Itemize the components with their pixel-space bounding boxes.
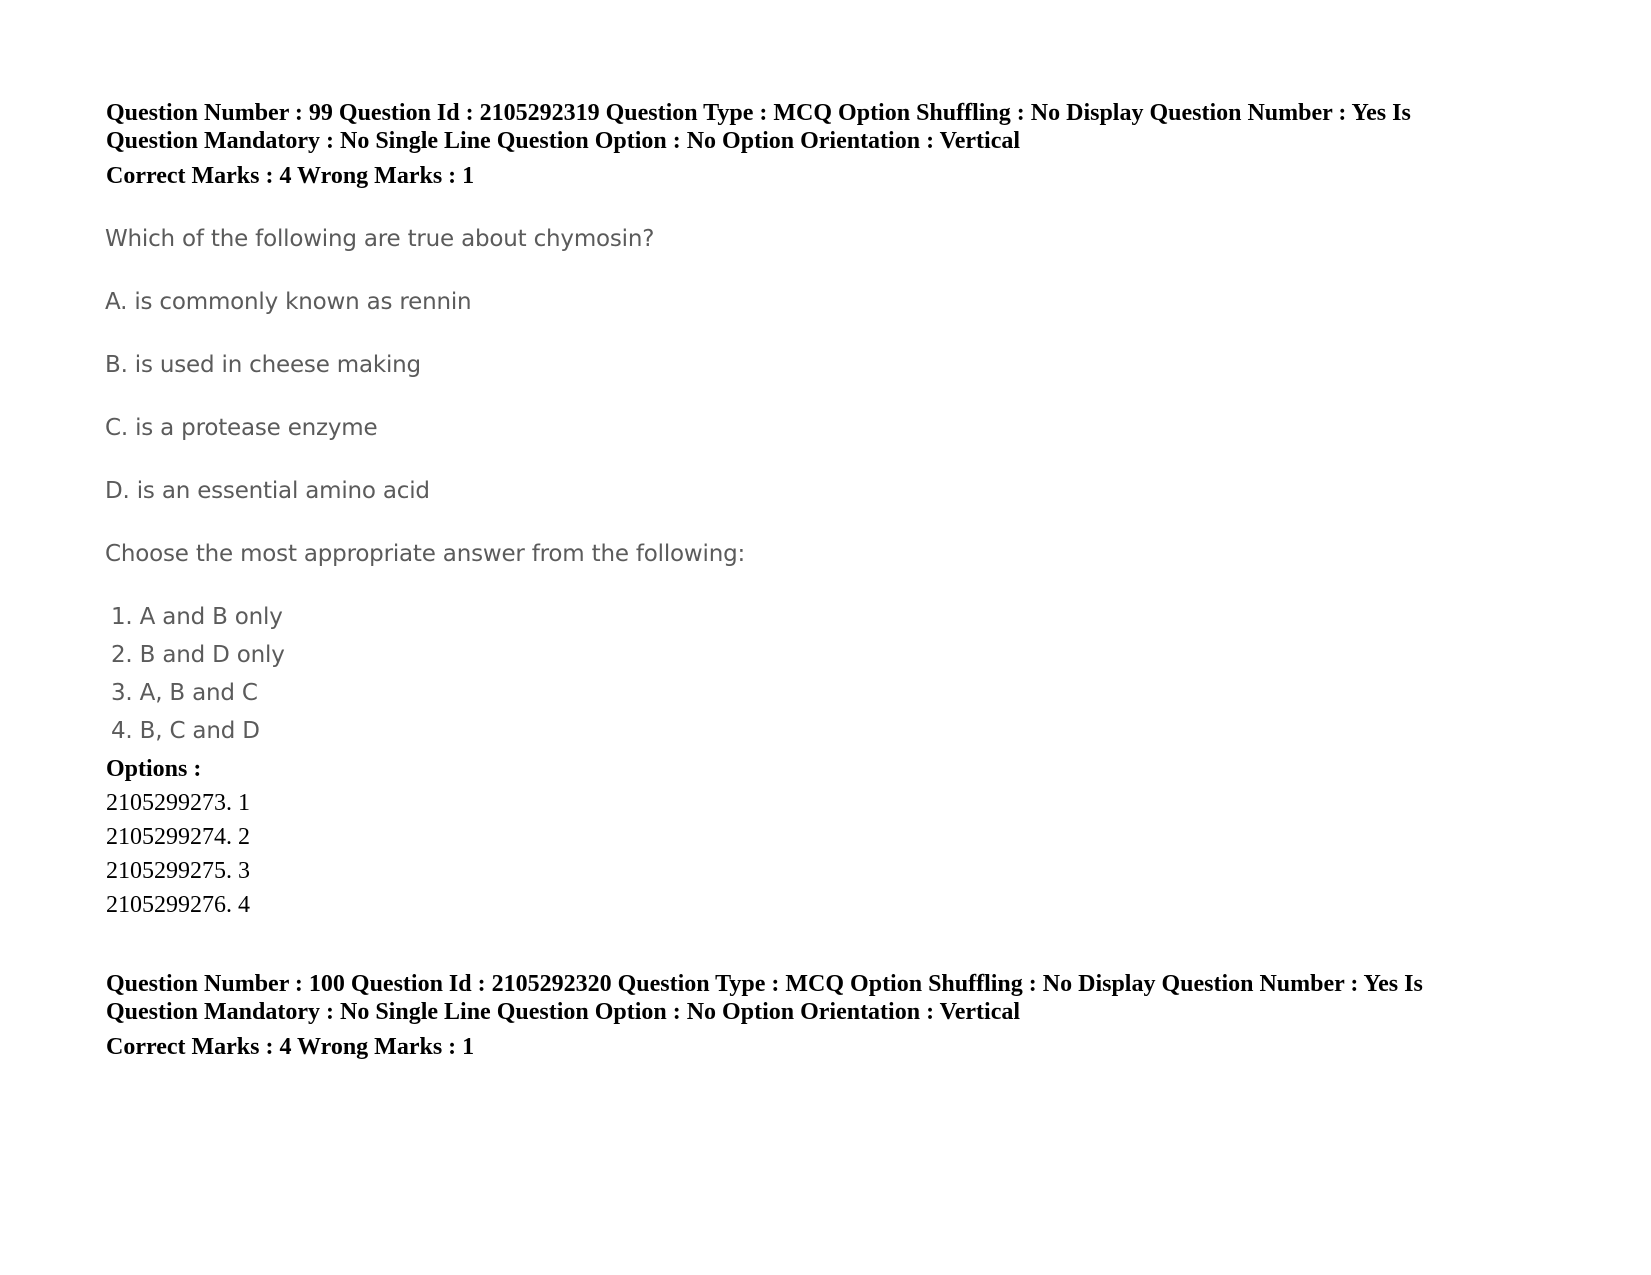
- statement-b: B. is used in cheese making: [105, 352, 421, 378]
- question-100-metadata: [106, 970, 1566, 1026]
- statement-d: D. is an essential amino acid: [105, 478, 430, 504]
- statement-a: A. is commonly known as rennin: [105, 289, 472, 315]
- choice-3: 3. A, B and C: [111, 680, 258, 706]
- option-row: 2105299276. 4: [106, 892, 250, 918]
- question-99-marks: Correct Marks : 4 Wrong Marks : 1: [106, 163, 475, 189]
- question-99-instruction: Choose the most appropriate answer from the following:: [105, 541, 746, 567]
- choice-2: 2. B and D only: [111, 642, 285, 668]
- question-100-marks: Correct Marks : 4 Wrong Marks : 1: [106, 1034, 475, 1060]
- question-99-meta-line-1: Question Number : 99 Question Id : 2105292319 Question Type : MCQ Option Shuffling : No Display Question Number : Yes Is: [106, 100, 1411, 126]
- statement-c: C. is a protease enzyme: [105, 415, 378, 441]
- question-99-metadata: [106, 99, 1566, 155]
- options-label: Options :: [106, 756, 202, 782]
- option-row: 2105299274. 2: [106, 824, 250, 850]
- choice-4: 4. B, C and D: [111, 718, 260, 744]
- question-100-meta-line-1: Question Number : 100 Question Id : 2105292320 Question Type : MCQ Option Shuffling : No Display Question Number : Yes Is: [106, 971, 1423, 997]
- choice-1: 1. A and B only: [111, 604, 283, 630]
- question-99-meta-line-2: Question Mandatory : No Single Line Question Option : No Option Orientation : Vertical: [106, 128, 1021, 154]
- option-row: 2105299273. 1: [106, 790, 250, 816]
- question-99-stem: Which of the following are true about chymosin?: [105, 226, 655, 252]
- question-100-meta-line-2: Question Mandatory : No Single Line Question Option : No Option Orientation : Vertical: [106, 999, 1021, 1025]
- option-row: 2105299275. 3: [106, 858, 250, 884]
